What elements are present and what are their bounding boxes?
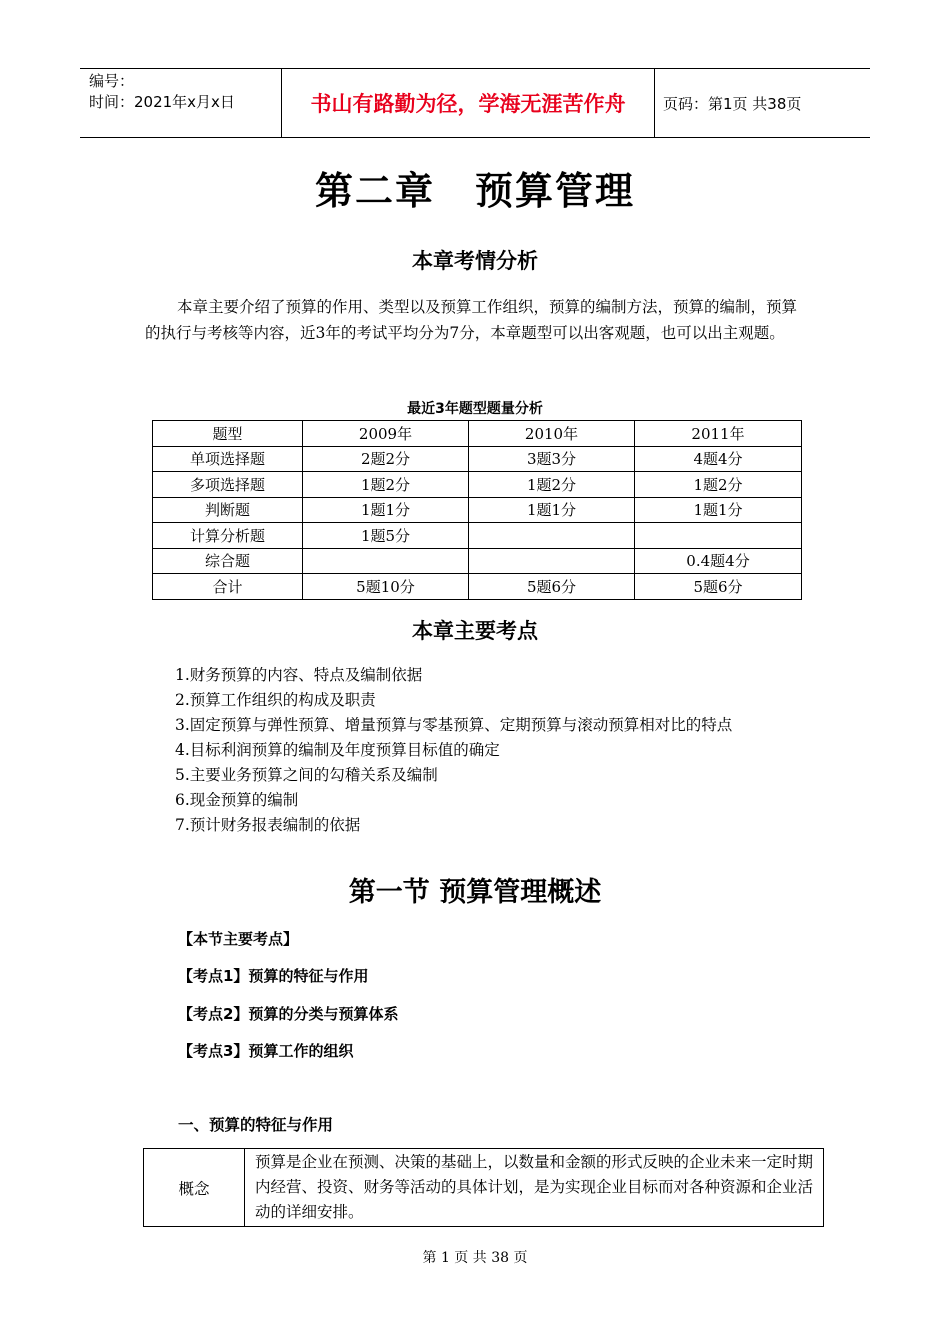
table-cell: 1题5分 bbox=[303, 523, 469, 549]
intro-paragraph: 本章主要介绍了预算的作用、类型以及预算工作组织，预算的编制方法，预算的编制，预算的执行与考核等内容，近3年的考试平均分为7分，本章题型可以出客观题，也可以出主观题。 bbox=[145, 298, 798, 342]
table-header-row bbox=[153, 421, 802, 447]
table-cell: 多项选择题 bbox=[153, 472, 303, 498]
table-row bbox=[153, 446, 802, 472]
table-cell: 4题4分 bbox=[635, 446, 802, 472]
number-label: 编号： bbox=[89, 72, 135, 90]
section-title: 第一节 预算管理概述 bbox=[348, 877, 602, 908]
concept-text: 预算是企业在预测、决策的基础上，以数量和金额的形式反映的企业未来一定时期内经营、投资、财务等活动的具体计划，是为实现企业目标而对各种资源和企业活动的详细安排。 bbox=[245, 1149, 824, 1227]
table-cell: 综合题 bbox=[153, 548, 303, 574]
table-cell: 1题1分 bbox=[303, 497, 469, 523]
concept-table bbox=[143, 1148, 824, 1227]
table-cell: 单项选择题 bbox=[153, 446, 303, 472]
table-cell: 5题6分 bbox=[469, 574, 635, 600]
table-cell: 5题10分 bbox=[303, 574, 469, 600]
table-header-cell: 2009年 bbox=[303, 421, 469, 447]
table-cell: 计算分析题 bbox=[153, 523, 303, 549]
table-cell: 3题3分 bbox=[469, 446, 635, 472]
section-point-item: 【考点3】预算工作的组织 bbox=[178, 1042, 354, 1060]
table-cell bbox=[635, 523, 802, 549]
page-footer: 第 1 页 共 38 页 bbox=[422, 1250, 528, 1266]
table-header-cell: 题型 bbox=[153, 421, 303, 447]
table-cell: 合计 bbox=[153, 574, 303, 600]
table-cell bbox=[303, 548, 469, 574]
stats-table bbox=[152, 420, 802, 600]
concept-label: 概念 bbox=[144, 1149, 245, 1227]
table-cell bbox=[469, 548, 635, 574]
table-header-cell: 2011年 bbox=[635, 421, 802, 447]
header-meta bbox=[80, 69, 280, 137]
table-cell: 5题6分 bbox=[635, 574, 802, 600]
list-item: 3.固定预算与弹性预算、增量预算与零基预算、定期预算与滚动预算相对比的特点 bbox=[175, 716, 733, 734]
list-item: 2.预算工作组织的构成及职责 bbox=[175, 691, 376, 709]
table-cell bbox=[469, 523, 635, 549]
list-item: 5.主要业务预算之间的勾稽关系及编制 bbox=[175, 766, 438, 784]
header-page-info: 页码：第1页 共38页 bbox=[663, 94, 802, 113]
table-row bbox=[144, 1149, 824, 1227]
section-point-item: 【考点2】预算的分类与预算体系 bbox=[178, 1005, 399, 1023]
table-cell: 1题1分 bbox=[635, 497, 802, 523]
table-row bbox=[153, 548, 802, 574]
header-motto: 书山有路勤为径，学海无涯苦作舟 bbox=[281, 69, 655, 137]
stats-table-title: 最近3年题型题量分析 bbox=[407, 401, 543, 417]
section-points-heading: 【本节主要考点】 bbox=[178, 930, 299, 948]
table-row bbox=[153, 472, 802, 498]
list-item: 1.财务预算的内容、特点及编制依据 bbox=[175, 666, 423, 684]
page-header bbox=[80, 68, 870, 138]
subsection-title: 一、预算的特征与作用 bbox=[178, 1116, 334, 1134]
table-cell: 1题2分 bbox=[635, 472, 802, 498]
table-cell: 0.4题4分 bbox=[635, 548, 802, 574]
table-cell: 1题1分 bbox=[469, 497, 635, 523]
list-item: 6.现金预算的编制 bbox=[175, 791, 299, 809]
table-cell: 判断题 bbox=[153, 497, 303, 523]
table-row bbox=[153, 574, 802, 600]
table-header-cell: 2010年 bbox=[469, 421, 635, 447]
chapter-title: 第二章 预算管理 bbox=[314, 168, 635, 213]
time-label: 时间：2021年x月x日 bbox=[89, 93, 235, 111]
section-point-item: 【考点1】预算的特征与作用 bbox=[178, 967, 369, 985]
analysis-title: 本章考情分析 bbox=[412, 249, 538, 273]
list-item: 7.预计财务报表编制的依据 bbox=[175, 816, 361, 834]
table-row bbox=[153, 523, 802, 549]
main-points-list bbox=[175, 663, 732, 838]
table-cell: 2题2分 bbox=[303, 446, 469, 472]
table-row bbox=[153, 497, 802, 523]
table-cell: 1题2分 bbox=[303, 472, 469, 498]
main-points-title: 本章主要考点 bbox=[412, 619, 538, 643]
list-item: 4.目标利润预算的编制及年度预算目标值的确定 bbox=[175, 741, 500, 759]
table-cell: 1题2分 bbox=[469, 472, 635, 498]
